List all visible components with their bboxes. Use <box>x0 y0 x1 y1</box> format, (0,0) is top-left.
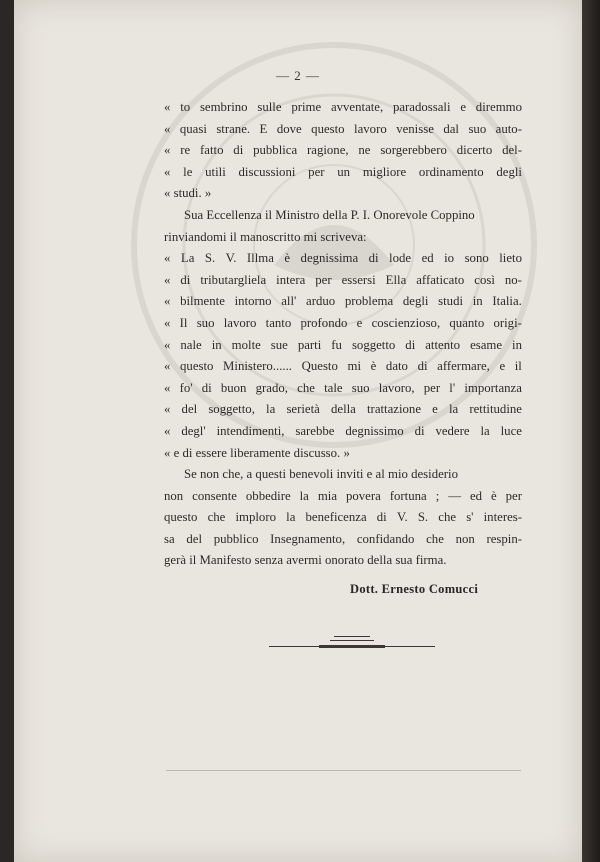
word: migliore <box>362 164 407 179</box>
word: tributargliela <box>200 272 267 287</box>
word: V. <box>396 510 408 525</box>
text-line <box>164 378 522 400</box>
word: « <box>164 359 171 374</box>
word: questo <box>180 359 214 374</box>
word: in <box>211 337 222 352</box>
word: « <box>164 251 171 266</box>
word: utili <box>205 164 226 179</box>
word: prime <box>291 100 322 114</box>
word: fu <box>331 337 342 352</box>
word: la <box>266 402 276 417</box>
word: obbedire <box>245 488 291 503</box>
text-line: rinviandomi il manoscritto mi scriveva: <box>164 229 367 244</box>
word: che <box>438 510 457 525</box>
word: tanto <box>265 315 292 330</box>
text-line <box>164 335 522 357</box>
word: intorno <box>234 294 272 309</box>
word: dove <box>276 121 302 136</box>
document-page <box>14 0 582 862</box>
word: mi <box>347 359 362 374</box>
text-line <box>164 399 522 421</box>
word: sarebbe <box>295 423 335 438</box>
word: buon <box>220 380 247 395</box>
word: io <box>444 251 455 266</box>
word: la <box>286 510 296 525</box>
word: ordinamento <box>418 164 484 179</box>
word: in <box>472 294 483 309</box>
word: lavoro, <box>378 380 415 395</box>
text-line <box>164 529 522 551</box>
text-line: Se non che, a questi benevoli inviti e al mio desiderio <box>184 467 459 482</box>
text-line <box>164 248 522 270</box>
word: in <box>512 337 522 352</box>
text-line <box>164 356 522 378</box>
text-line <box>164 162 522 184</box>
word: Questo <box>301 359 338 374</box>
word: « <box>164 143 171 158</box>
word: profondo <box>300 315 348 330</box>
word: « <box>164 121 171 136</box>
word: paradossali <box>392 100 451 114</box>
text-line <box>164 486 522 508</box>
word: « <box>164 402 171 417</box>
word: pubblico <box>213 531 259 546</box>
word: « <box>164 272 171 287</box>
text-line <box>164 507 522 529</box>
text-line <box>164 291 522 313</box>
word: che <box>426 531 444 546</box>
word: « <box>164 164 171 179</box>
word: dal <box>443 121 459 136</box>
word: arduo <box>306 294 336 309</box>
word: e <box>356 315 363 330</box>
word: sulle <box>257 100 282 114</box>
word: degl' <box>181 423 206 438</box>
word: di <box>405 337 416 352</box>
word: è <box>284 251 291 266</box>
ornament-rule <box>319 645 385 648</box>
text-line <box>164 140 522 162</box>
word: degli <box>402 294 429 309</box>
word: « <box>164 294 171 309</box>
text-line: « studi. » <box>164 186 212 201</box>
text-line <box>164 421 522 443</box>
word: lieto <box>499 251 522 266</box>
word: E <box>259 121 268 136</box>
signature: Dott. Ernesto Comucci <box>350 582 479 596</box>
word: nale <box>180 337 202 352</box>
word: suo <box>196 315 215 330</box>
text-line: gerà il Manifesto senza avermi onorato della sua firma. <box>164 553 447 568</box>
word: all' <box>281 294 297 309</box>
word: affermare, <box>437 359 490 374</box>
word: di <box>417 359 428 374</box>
word: lode <box>389 251 412 266</box>
word: importanza <box>464 380 522 395</box>
word: rettitudine <box>469 402 522 417</box>
word: to <box>180 100 191 114</box>
word: intendimenti, <box>216 423 285 438</box>
word: il <box>514 359 522 374</box>
word: pubblica <box>253 143 298 158</box>
word: respin- <box>486 531 522 546</box>
ornament-rule <box>330 640 374 641</box>
word: del <box>181 402 198 417</box>
word: mia <box>317 488 338 503</box>
word: « <box>164 315 171 330</box>
word: sa <box>164 531 175 546</box>
word: no- <box>504 272 522 287</box>
word: bilmente <box>180 294 225 309</box>
text-line: Sua Eccellenza il Ministro della P. I. Onorevole Coppino <box>184 207 475 222</box>
word: confidando <box>356 531 415 546</box>
word: soggetto <box>351 337 396 352</box>
word: per <box>423 380 441 395</box>
word: fo' <box>179 380 193 395</box>
word: sue <box>270 337 288 352</box>
word: consente <box>192 488 237 503</box>
word: suo <box>468 121 487 136</box>
word: Italia. <box>492 294 522 309</box>
word: « <box>164 423 171 438</box>
word: degnissima <box>300 251 359 266</box>
word: un <box>337 164 351 179</box>
word: lavoro <box>223 315 257 330</box>
word: tale <box>324 380 343 395</box>
word: quanto <box>449 315 485 330</box>
word: Il <box>179 315 188 330</box>
word: S. <box>204 251 216 266</box>
word: trattazione <box>367 402 421 417</box>
word: per <box>308 164 325 179</box>
word: problema <box>344 294 394 309</box>
word: — <box>448 488 461 503</box>
word: di <box>368 251 379 266</box>
word: di <box>180 272 191 287</box>
word: esame <box>470 337 503 352</box>
word: ed <box>469 488 483 503</box>
scan-edge <box>582 0 600 862</box>
word: suo <box>351 380 370 395</box>
ornament-rule <box>334 636 370 637</box>
word: sembrino <box>199 100 248 114</box>
word: ragione, <box>307 143 349 158</box>
text-line <box>164 119 522 141</box>
word: discussioni <box>238 164 296 179</box>
word: origi- <box>493 315 522 330</box>
text-line <box>164 270 522 292</box>
word: sorgerebbero <box>380 143 447 158</box>
word: « <box>164 337 171 352</box>
word: strane. <box>216 121 251 136</box>
word: diremmo <box>475 100 522 114</box>
word: Ella <box>385 272 407 287</box>
page-number: — 2 — <box>276 68 320 83</box>
word: di <box>233 143 244 158</box>
word: dato <box>385 359 408 374</box>
word: quasi <box>179 121 207 136</box>
word: che <box>207 510 226 525</box>
word: sono <box>464 251 489 266</box>
word: Insegnamento, <box>270 531 346 546</box>
word: venisse <box>396 121 434 136</box>
word: l' <box>449 380 456 395</box>
word: V. <box>225 251 237 266</box>
word: affaticato <box>416 272 465 287</box>
word: è <box>370 359 377 374</box>
word: ne <box>358 143 371 158</box>
word: questo <box>311 121 345 136</box>
word: questo <box>164 510 198 525</box>
word: la <box>299 488 309 503</box>
word: ed <box>421 251 434 266</box>
text-line <box>164 313 522 335</box>
word: ; <box>435 488 440 503</box>
word: serietà <box>286 402 320 417</box>
word: attento <box>425 337 461 352</box>
word: S. <box>417 510 429 525</box>
word: essersi <box>341 272 376 287</box>
word: La <box>180 251 195 266</box>
word: la <box>480 423 490 438</box>
word: fortuna <box>389 488 427 503</box>
word: degli <box>496 164 522 179</box>
word: imploro <box>235 510 276 525</box>
word: non <box>455 531 475 546</box>
word: e <box>460 100 467 114</box>
word: soggetto, <box>208 402 255 417</box>
word: per <box>315 272 332 287</box>
word: re <box>180 143 191 158</box>
word: auto- <box>495 121 522 136</box>
word: vedere <box>435 423 470 438</box>
word: e <box>432 402 438 417</box>
body-text <box>164 97 522 572</box>
word: grado, <box>255 380 288 395</box>
word: interes- <box>483 510 522 525</box>
word: di <box>414 423 425 438</box>
word: « <box>164 380 171 395</box>
word: s' <box>466 510 474 525</box>
word: di <box>376 510 387 525</box>
word: della <box>330 402 356 417</box>
word: Ministero...... <box>223 359 293 374</box>
word: fatto <box>200 143 224 158</box>
word: coscienzioso, <box>371 315 441 330</box>
word: la <box>448 402 459 417</box>
word: non <box>164 488 184 503</box>
word: intera <box>276 272 306 287</box>
word: beneficenza <box>305 510 367 525</box>
word: le <box>183 164 193 179</box>
word: molte <box>231 337 261 352</box>
word: e <box>499 359 506 374</box>
word: avventate, <box>330 100 384 114</box>
word: povera <box>345 488 381 503</box>
word: dicerto <box>456 143 493 158</box>
faint-rule <box>166 770 521 771</box>
word: luce <box>500 423 522 438</box>
word: studi <box>438 294 464 309</box>
word: degnissimo <box>345 423 404 438</box>
word: del- <box>502 143 522 158</box>
word: per <box>505 488 522 503</box>
word: « <box>164 100 171 114</box>
word: è <box>491 488 497 503</box>
word: di <box>201 380 212 395</box>
text-line <box>164 97 522 119</box>
word: del <box>186 531 202 546</box>
word: che <box>297 380 315 395</box>
text-line: « e di essere liberamente discusso. » <box>164 445 350 460</box>
word: Illma <box>246 251 274 266</box>
word: così <box>474 272 495 287</box>
word: lavoro <box>354 121 387 136</box>
word: parti <box>297 337 322 352</box>
